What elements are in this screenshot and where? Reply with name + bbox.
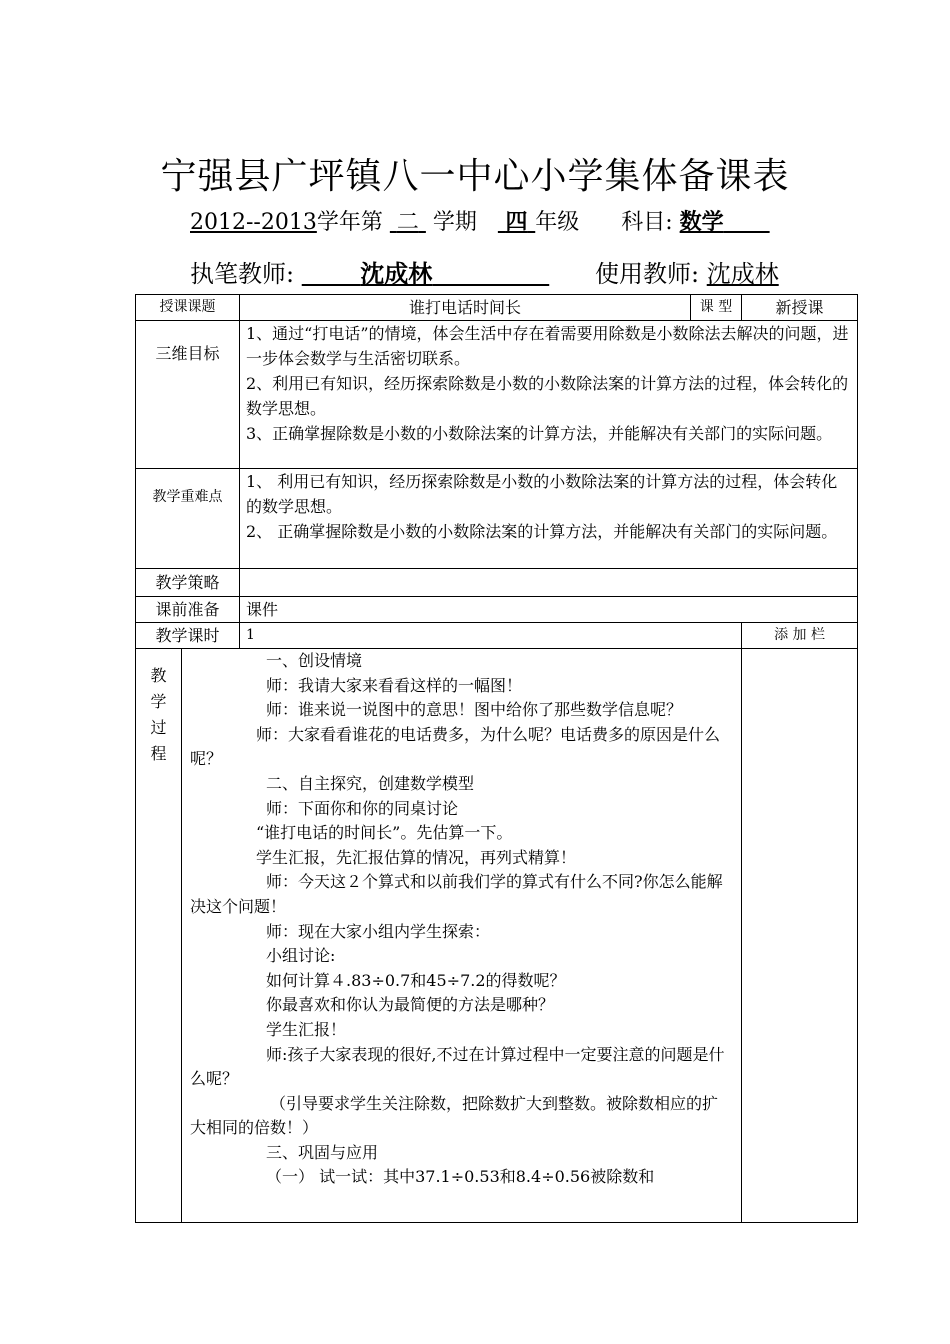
process-content: [182, 649, 742, 1223]
strategy-label: 教学策略: [136, 569, 240, 597]
goals-label: 三维目标: [136, 321, 240, 469]
process-line: 师：下面你和你的同桌讨论: [266, 798, 459, 818]
goal-item: 1、通过“打电话”的情境，体会生活中存在着需要用除数是小数除法去解决的问题，进一步体会数学与生活密切联系。: [246, 324, 849, 368]
process-line: （一） 试一试：其中37.1÷0.53和8.4÷0.56被除数和: [266, 1167, 655, 1187]
keypoints-label: 教学重难点: [136, 469, 240, 569]
keypoints-cell: [240, 469, 858, 569]
process-line: 三、巩固与应用: [266, 1142, 379, 1162]
add-column-label: 添 加 栏: [742, 623, 858, 649]
type-value: 新授课: [742, 295, 858, 321]
process-line: “谁打电话的时间长”。先估算一下。: [256, 823, 513, 843]
process-line: 二、自主探究，创建数学模型: [266, 773, 475, 793]
school-year-suffix: 学年第: [316, 210, 383, 235]
keypoint-item: 2、 正确掌握除数是小数的小数除法案的计算方法，并能解决有关部门的实际问题。: [246, 522, 838, 541]
prep-value: 课件: [240, 597, 858, 623]
process-line: 师：大家看看谁花的电话费多，为什么呢？电话费多的原因是什么呢？: [190, 724, 721, 769]
goal-item: 2、利用已有知识，经历探索除数是小数的小数除法案的计算方法的过程，体会转化的数学思想。: [246, 374, 849, 418]
subject-value: 数学: [679, 209, 724, 235]
type-label: 课 型: [691, 295, 742, 321]
process-line: 学生汇报，先汇报估算的情况，再列式精算！: [256, 847, 577, 867]
process-line: 一、创设情境: [266, 651, 363, 670]
hours-value: 1: [240, 623, 742, 649]
term-number: 二: [396, 210, 419, 235]
process-line: 学生汇报！: [266, 1019, 347, 1039]
process-label: 教 学 过 程: [136, 649, 182, 1223]
term-line: [190, 205, 770, 236]
process-line: 师:孩子大家表现的很好,不过在计算过程中一定要注意的问题是什么呢？: [190, 1044, 725, 1089]
goals-cell: [240, 321, 858, 469]
goal-item: 3、正确掌握除数是小数的小数除法案的计算方法，并能解决有关部门的实际问题。: [246, 424, 833, 443]
process-line: 小组讨论:: [266, 946, 336, 966]
process-line: 你最喜欢和你认为最简便的方法是哪种？: [266, 995, 555, 1015]
teacher-line: [190, 254, 779, 289]
author-label: 执笔教师:: [190, 260, 295, 288]
process-line: 师：谁来说一说图中的意思！图中给你了那些数学信息呢？: [266, 700, 683, 720]
author-name: 沈成林: [360, 259, 433, 288]
lesson-plan-table: [135, 294, 858, 1223]
page-title: 宁强县广坪镇八一中心小学集体备课表: [160, 156, 790, 197]
grade-number: 四: [505, 209, 528, 235]
process-line: 师：我请大家来看看这样的一幅图！: [266, 675, 523, 695]
user-label: 使用教师:: [595, 260, 700, 288]
strategy-value: [240, 569, 858, 597]
subject-label: 科目:: [621, 210, 673, 235]
term-suffix: 学期: [432, 210, 477, 235]
process-line: 师：今天这２个算式和以前我们学的算式有什么不同?你怎么能解决这个问题！: [190, 872, 723, 916]
school-year: 2012--2013: [190, 210, 317, 235]
grade-suffix: 年级: [535, 210, 580, 235]
add-column: [742, 649, 858, 1223]
topic-label: 授课课题: [136, 295, 240, 321]
hours-label: 教学课时: [136, 623, 240, 649]
process-line: （引导要求学生关注除数，把除数扩大到整数。被除数相应的扩大相同的倍数！）: [190, 1093, 719, 1138]
topic-value: 谁打电话时间长: [240, 295, 691, 321]
prep-label: 课前准备: [136, 597, 240, 623]
keypoint-item: 1、 利用已有知识，经历探索除数是小数的小数除法案的计算方法的过程，体会转化的数学思想。: [246, 472, 838, 516]
process-line: 如何计算４.83÷0.7和45÷7.2的得数呢？: [266, 970, 566, 990]
user-name: 沈成林: [706, 260, 779, 288]
process-line: 师：现在大家小组内学生探索：: [266, 921, 491, 941]
